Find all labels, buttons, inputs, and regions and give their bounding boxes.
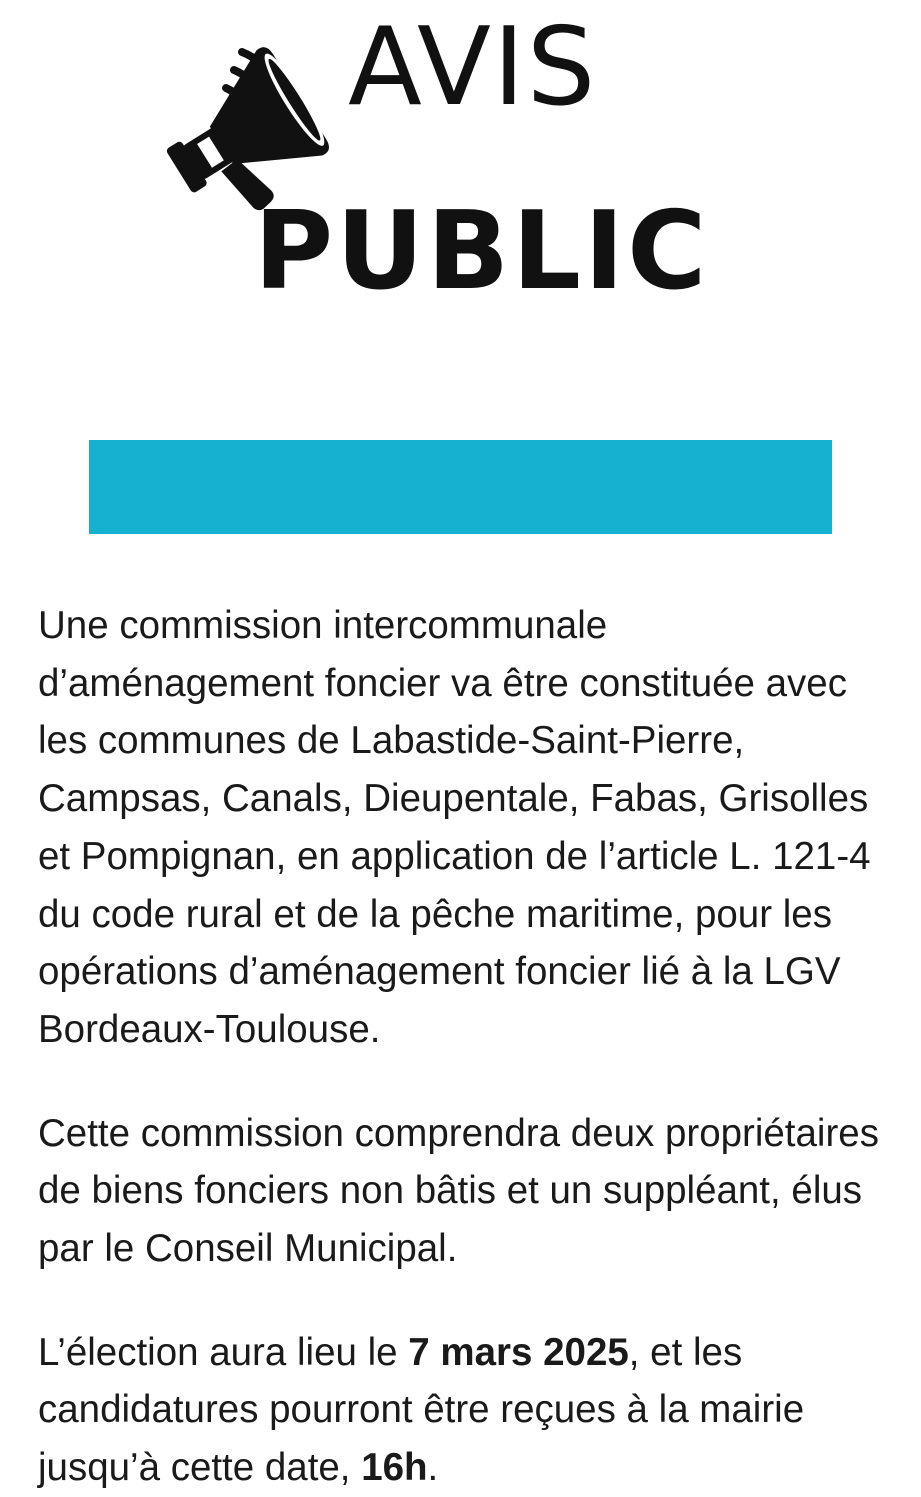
paragraph-election [38, 1324, 888, 1497]
election-text-1: L’élection aura lieu le [38, 1330, 409, 1374]
title-avis: AVIS [348, 5, 598, 130]
deadline-hour: 16h [361, 1446, 428, 1490]
election-text-2: , et les candidatures pourront être reçues à la mairie jusqu’à cette date, [38, 1330, 805, 1490]
election-date: 7 mars 2025 [408, 1330, 629, 1374]
notice-header [0, 0, 921, 330]
paragraph-composition: Cette commission comprendra deux propriétaires de biens fonciers non bâtis et un suppléant, élus par le Conseil Municipal. [38, 1111, 879, 1271]
title-public: PUBLIC [254, 189, 710, 314]
notice-body [38, 597, 888, 1497]
accent-bar [89, 440, 832, 534]
paragraph-commission: Une commission intercommunale d’aménagement foncier va être constituée avec les communes de Labastide-Saint-Pierre, Campsas, Canals, Dieupentale, Fabas, Grisolles et Pompignan, en application de l’article L. 121-4 du code rural et de la pêche maritime, pour les opérations d’aménagement foncier lié à la LGV Bordeaux-Toulouse. [38, 604, 871, 1051]
election-text-3: . [427, 1446, 439, 1490]
